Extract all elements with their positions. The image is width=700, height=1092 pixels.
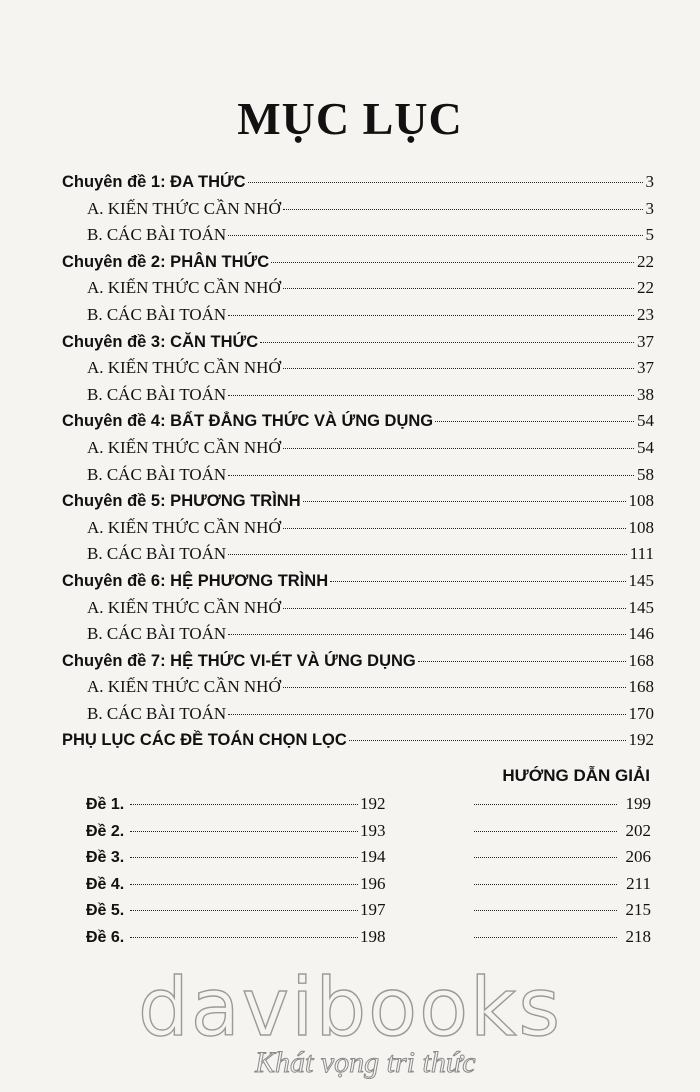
toc-section[interactable] [62, 385, 654, 412]
exam-page-number: 193 [360, 820, 386, 840]
toc-label: B. CÁC BÀI TOÁN [87, 624, 227, 644]
toc-chapter[interactable] [62, 651, 654, 678]
toc-page-number: 54 [637, 411, 654, 431]
exam-label: Đề 5. [86, 902, 125, 920]
table-of-contents [62, 172, 654, 757]
toc-label: A. KIẾN THỨC CẦN NHỚ [87, 517, 281, 537]
toc-chapter[interactable] [62, 172, 654, 199]
solution-page-number: 206 [625, 847, 651, 867]
toc-label: Chuyên đề 6: HỆ PHƯƠNG TRÌNH [62, 571, 329, 590]
toc-page-number: 168 [628, 650, 654, 670]
toc-page-number: 145 [628, 570, 654, 590]
toc-page-number: 192 [628, 730, 654, 750]
toc-page-number: 168 [628, 677, 654, 697]
toc-label: A. KIẾN THỨC CẦN NHỚ [87, 278, 281, 298]
dot-leader [283, 528, 626, 529]
toc-label: B. CÁC BÀI TOÁN [87, 304, 227, 324]
dot-leader [283, 687, 626, 688]
toc-page-number: 38 [637, 384, 654, 404]
watermark-slogan: Khát vọng tri thức [255, 1046, 476, 1079]
toc-chapter[interactable] [62, 571, 654, 598]
dot-leader [474, 884, 617, 885]
solutions-heading: HƯỚNG DẪN GIẢI [502, 766, 650, 785]
toc-page-number: 111 [629, 544, 654, 564]
toc-label: B. CÁC BÀI TOÁN [87, 225, 227, 245]
exam-row[interactable] [86, 847, 651, 874]
exam-row[interactable] [86, 900, 651, 927]
toc-label: B. CÁC BÀI TOÁN [87, 703, 227, 723]
solution-page-number: 199 [625, 794, 651, 813]
exam-page-number: 198 [360, 926, 386, 946]
toc-page-number: 145 [628, 597, 654, 617]
dot-leader [474, 857, 617, 858]
dot-leader [418, 661, 626, 662]
dot-leader [283, 448, 634, 449]
page-title: MỤC LỤC [237, 93, 463, 144]
toc-section[interactable] [62, 677, 654, 704]
toc-page-number: 37 [637, 331, 654, 351]
dot-leader [283, 368, 634, 369]
exam-label: Đề 4. [86, 875, 125, 893]
toc-page-number: 108 [628, 491, 654, 511]
dot-leader [330, 581, 625, 582]
toc-label: Chuyên đề 7: HỆ THỨC VI-ÉT VÀ ỨNG DỤNG [62, 651, 416, 670]
toc-section[interactable] [62, 305, 654, 332]
toc-label: Chuyên đề 1: ĐA THỨC [62, 173, 246, 191]
dot-leader [228, 395, 634, 396]
exam-row[interactable] [86, 794, 651, 821]
exam-label: Đề 1. [86, 796, 125, 813]
toc-page-number: 54 [637, 437, 654, 457]
toc-page-number: 146 [628, 624, 654, 644]
toc-section[interactable] [62, 704, 654, 731]
toc-label: Chuyên đề 5: PHƯƠNG TRÌNH [62, 492, 301, 511]
solution-page-number: 211 [626, 873, 651, 893]
dot-leader [228, 634, 625, 635]
exam-row[interactable] [86, 927, 651, 954]
exam-label: Đề 3. [86, 849, 125, 867]
toc-chapter[interactable] [62, 411, 654, 438]
toc-section[interactable] [62, 225, 654, 252]
toc-page-number: 3 [645, 198, 654, 218]
dot-leader [228, 315, 634, 316]
toc-chapter[interactable] [62, 332, 654, 359]
dot-leader [228, 475, 634, 476]
dot-leader [474, 910, 617, 911]
toc-section[interactable] [62, 624, 654, 651]
toc-chapter[interactable] [62, 491, 654, 518]
dot-leader [228, 714, 625, 715]
exam-page-number: 197 [360, 900, 386, 920]
toc-label: A. KIẾN THỨC CẦN NHỚ [87, 677, 281, 697]
exam-page-number: 192 [360, 794, 386, 813]
toc-label: Chuyên đề 2: PHÂN THỨC [62, 252, 270, 271]
exam-page-number: 194 [360, 847, 386, 867]
exam-label: Đề 6. [86, 928, 125, 946]
dot-leader [228, 554, 627, 555]
dot-leader [435, 421, 634, 422]
toc-label: A. KIẾN THỨC CẦN NHỚ [87, 358, 281, 378]
dot-leader [130, 857, 358, 858]
exam-row[interactable] [86, 821, 651, 848]
toc-label: Chuyên đề 4: BẤT ĐẲNG THỨC VÀ ỨNG DỤNG [62, 412, 434, 431]
dot-leader [283, 288, 634, 289]
dot-leader [474, 937, 617, 938]
toc-page-number: 58 [637, 464, 654, 484]
solution-page-number: 202 [625, 820, 651, 840]
dot-leader [130, 937, 358, 938]
toc-page-number: 22 [637, 278, 654, 298]
toc-page-number: 3 [645, 172, 654, 191]
toc-chapter[interactable] [62, 730, 654, 757]
dot-leader [260, 342, 634, 343]
dot-leader [130, 831, 358, 832]
toc-label: A. KIẾN THỨC CẦN NHỚ [87, 597, 281, 617]
toc-section[interactable] [62, 199, 654, 226]
toc-section[interactable] [62, 598, 654, 625]
toc-page-number: 108 [628, 517, 654, 537]
exam-row[interactable] [86, 874, 651, 901]
toc-section[interactable] [62, 544, 654, 571]
dot-leader [474, 831, 617, 832]
exam-label: Đề 2. [86, 822, 125, 840]
dot-leader [474, 804, 617, 805]
dot-leader [271, 262, 634, 263]
exam-page-number: 196 [360, 873, 386, 893]
dot-leader [283, 608, 626, 609]
solution-page-number: 215 [625, 900, 651, 920]
dot-leader [130, 884, 358, 885]
toc-label: PHỤ LỤC CÁC ĐỀ TOÁN CHỌN LỌC [62, 731, 347, 750]
dot-leader [130, 910, 358, 911]
toc-page-number: 5 [645, 225, 654, 245]
dot-leader [228, 235, 642, 236]
toc-label: A. KIẾN THỨC CẦN NHỚ [87, 437, 281, 457]
toc-section[interactable] [62, 358, 654, 385]
dot-leader [248, 182, 643, 183]
dot-leader [303, 501, 626, 502]
toc-page-number: 37 [637, 358, 654, 378]
toc-chapter[interactable] [62, 252, 654, 279]
toc-section[interactable] [62, 465, 654, 492]
solution-page-number: 218 [625, 926, 651, 946]
toc-page-number: 22 [637, 251, 654, 271]
toc-label: B. CÁC BÀI TOÁN [87, 384, 227, 404]
watermark-brand: davibooks [137, 961, 563, 1054]
exam-list [86, 794, 651, 954]
dot-leader [349, 740, 626, 741]
toc-label: A. KIẾN THỨC CẦN NHỚ [87, 198, 281, 218]
toc-section[interactable] [62, 438, 654, 465]
toc-section[interactable] [62, 518, 654, 545]
toc-page-number: 23 [637, 304, 654, 324]
toc-page-number: 170 [628, 703, 654, 723]
dot-leader [130, 804, 358, 805]
toc-label: B. CÁC BÀI TOÁN [87, 464, 227, 484]
dot-leader [283, 209, 643, 210]
toc-label: B. CÁC BÀI TOÁN [87, 544, 227, 564]
toc-label: Chuyên đề 3: CĂN THỨC [62, 332, 259, 351]
toc-section[interactable] [62, 278, 654, 305]
